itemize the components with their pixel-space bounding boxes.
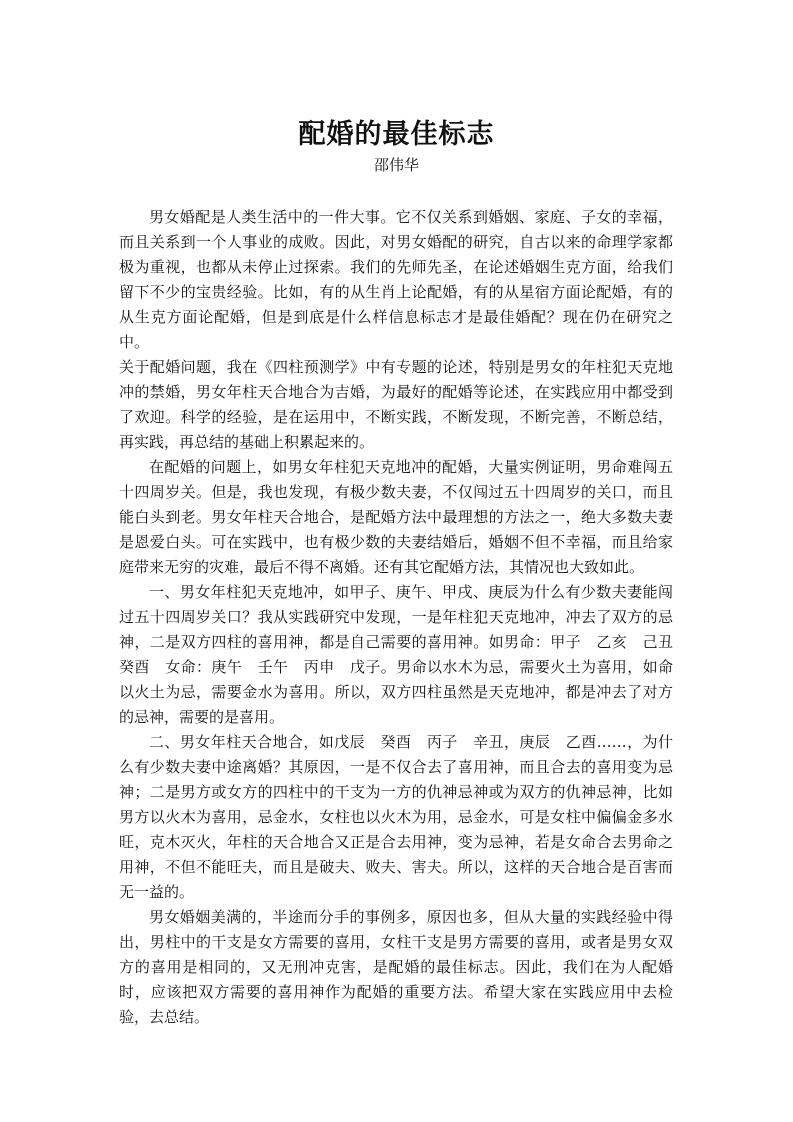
paragraph-observation: 在配婚的问题上，如男女年柱犯天克地冲的配婚，大量实例证明，男命难闯五十四周岁关。但是，我也发现，有极少数夫妻，不仅闯过五十四周岁的关口，而且能白头到老。男女年柱天合地合，是配婚方法中最理想的方法之一，绝大多数夫妻是恩爱白头。可在实践中，也有极少数的夫妻结婚后，婚姻不但不幸福，而且给家庭带来无穷的灾难，最后不得不离婚。还有其它配婚方法，其情况也大致如此。 — [119, 458, 673, 576]
paragraph-prior-work: 关于配婚问题，我在《四柱预测学》中有专题的论述，特别是男女的年柱犯天克地冲的禁婚，男女年柱天合地合为吉婚，为最好的配婚等论述，在实践应用中都受到了欢迎。科学的经验，是在运用中，不断实践，不断发现，不断完善，不断总结，再实践，再总结的基础上积累起来的。 — [119, 358, 673, 451]
paragraph-intro: 男女婚配是人类生活中的一件大事。它不仅关系到婚姻、家庭、子女的幸福，而且关系到一个人事业的成败。因此，对男女婚配的研究，自古以来的命理学家都极为重视，也都从未停止过探索。我们的先师先圣，在论述婚姻生克方面，给我们留下不少的宝贵经验。比如，有的从生肖上论配婚，有的从星宿方面论配婚，有的从生克方面论配婚，但是到底是什么样信息标志才是最佳婚配？现在仍在研究之中。 — [119, 208, 673, 351]
paragraph-point-two: 二、男女年柱天合地合，如戊辰 癸酉 丙子 辛丑，庚辰 乙酉……，为什么有少数夫妻中途离婚？其原因，一是不仅合去了喜用神，而且合去的喜用变为忌神；二是男方或女方的四柱中的干支为一方的仇神忌神或为双方的仇神忌神，比如男方以火木为喜用，忌金水，女柱也以火木为用，忌金水，可是女柱中偏偏金多水旺，克木灭火，年柱的天合地合又正是合去用神，变为忌神，若是女命合去男命之用神，不但不能旺夫，而且是破夫、败夫、害夫。所以，这样的天合地合是百害而无一益的。 — [119, 733, 673, 901]
paragraph-conclusion: 男女婚姻美满的，半途而分手的事例多，原因也多，但从大量的实践经验中得出，男柱中的干支是女方需要的喜用，女柱干支是男方需要的喜用，或者是男女双方的喜用是相同的，又无刑冲克害，是配婚的最佳标志。因此，我们在为人配婚时，应该把双方需要的喜用神作为配婚的重要方法。希望大家在实践应用中去检验，去总结。 — [119, 908, 673, 1026]
article-body — [119, 205, 689, 1030]
author-name: 邵伟华 — [373, 156, 419, 174]
paragraph-point-one: 一、男女年柱犯天克地冲，如甲子、庚午、甲戌、庚辰为什么有少数夫妻能闯过五十四周岁关口？我从实践研究中发现，一是年柱犯天克地冲，冲去了双方的忌神，二是双方四柱的喜用神，都是自己需要的喜用神。如男命：甲子 乙亥 己丑 癸酉 女命：庚午 壬午 丙申 戊子。男命以水木为忌，需要火土为喜用，如命以火土为忌，需要金水为喜用。所以，双方四柱虽然是天克地冲，都是冲去了对方的忌神，需要的是喜用。 — [119, 583, 689, 726]
page-title: 配婚的最佳标志 — [298, 119, 495, 150]
